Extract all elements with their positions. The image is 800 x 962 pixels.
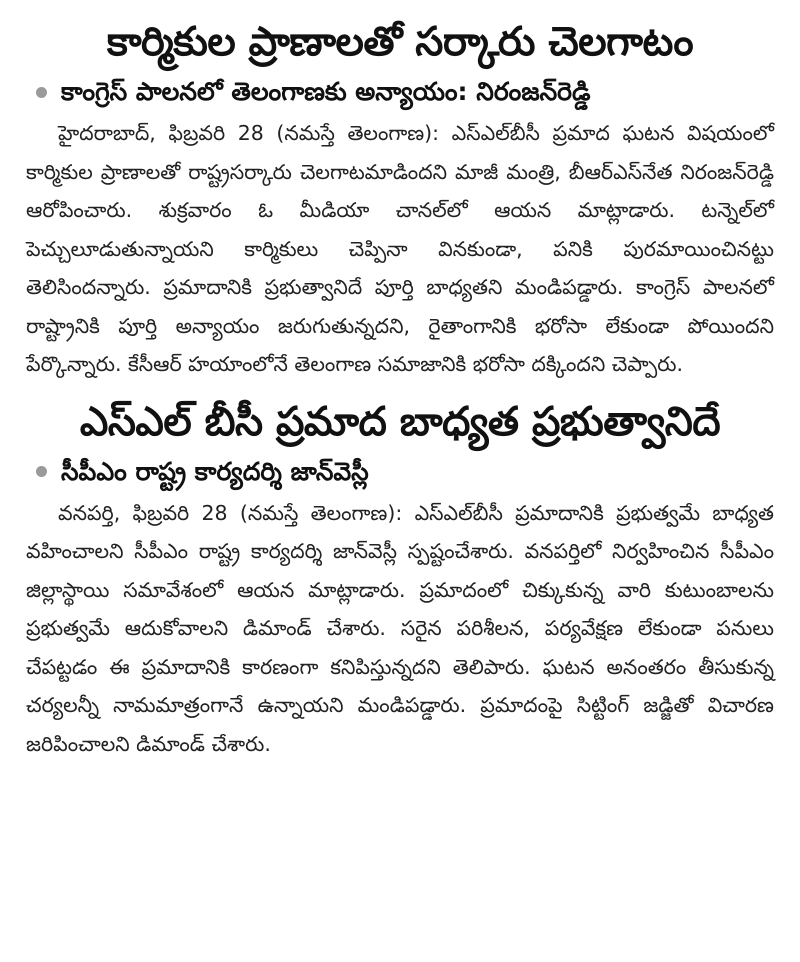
article-1-subhead-text: కాంగ్రెస్ పాలనలో తెలంగాణకు అన్యాయం: నిరంజన్‌రెడ్డి <box>61 77 591 106</box>
article-2 <box>26 394 774 764</box>
article-1-headline: కార్మికుల ప్రాణాలతో సర్కారు చెలగాటం <box>106 19 694 65</box>
article-2-subhead <box>26 454 774 490</box>
article-2-subhead-text: సీపీఎం రాష్ట్ర కార్యదర్శి జాన్‌వెస్లీ <box>61 456 369 486</box>
article-1-body: హైదరాబాద్, ఫిబ్రవరి 28 (నమస్తే తెలంగాణ): ఎస్‌ఎల్‌బీసీ ప్రమాద ఘటన విషయంలో కార్మికుల ప్రాణాలతో రాష్ట్రసర్కారు చెలగాటమాడిందని మాజీ మంత్రి, బీఆర్‌ఎస్‌నేత నిరంజన్‌రెడ్డి ఆరోపించారు. శుక్రవారం ఓ మీడియా చానల్‌లో ఆయన మాట్లాడారు. టన్నెల్‌లో పెచ్చులూడుతున్నాయని కార్మికులు చెప్పినా వినకుండా, పనికి పురమాయించినట్టు తెలిసిందన్నారు. ప్రమాదానికి ప్రభుత్వానిదే పూర్తి బాధ్యతని మండిపడ్డారు. కాంగ్రెస్ పాలనలో రాష్ట్రానికి పూర్తి అన్యాయం జరుగుతున్నదని, రైతాంగానికి భరోసా లేకుండా పోయిందని పేర్కొన్నారు. కేసీఆర్ హయాంలోనే తెలంగాణ సమాజానికి భరోసా దక్కిందని చెప్పారు. <box>26 121 774 376</box>
bullet-icon <box>36 87 47 98</box>
article-1-subhead <box>26 74 774 110</box>
article-1 <box>26 14 774 384</box>
article-2-body: వనపర్తి, ఫిబ్రవరి 28 (నమస్తే తెలంగాణ): ఎస్‌ఎల్‌బీసీ ప్రమాదానికి ప్రభుత్వమే బాధ్యత వహించాలని సీపీఎం రాష్ట్ర కార్యదర్శి జాన్‌వెస్లీ స్పష్టంచేశారు. వనపర్తిలో నిర్వహించిన సీపీఎం జిల్లాస్థాయి సమావేశంలో ఆయన మాట్లాడారు. ప్రమాదంలో చిక్కుకున్న వారి కుటుంబాలను ప్రభుత్వమే ఆదుకోవాలని డిమాండ్ చేశారు. సరైన పరిశీలన, పర్యవేక్షణ లేకుండా పనులు చేపట్టడం ఈ ప్రమాదానికి కారణంగా కనిపిస్తున్నదని తెలిపారు. ఘటన అనంతరం తీసుకున్న చర్యలన్నీ నామమాత్రంగానే ఉన్నాయని మండిపడ్డారు. ప్రమాదంపై సిట్టింగ్ జడ్జితో విచారణ జరిపించాలని డిమాండ్ చేశారు. <box>26 500 774 756</box>
bullet-icon <box>36 466 47 477</box>
article-2-headline: ఎస్‌ఎల్ బీసీ ప్రమాద బాధ్యత ప్రభుత్వానిదే <box>79 398 721 445</box>
